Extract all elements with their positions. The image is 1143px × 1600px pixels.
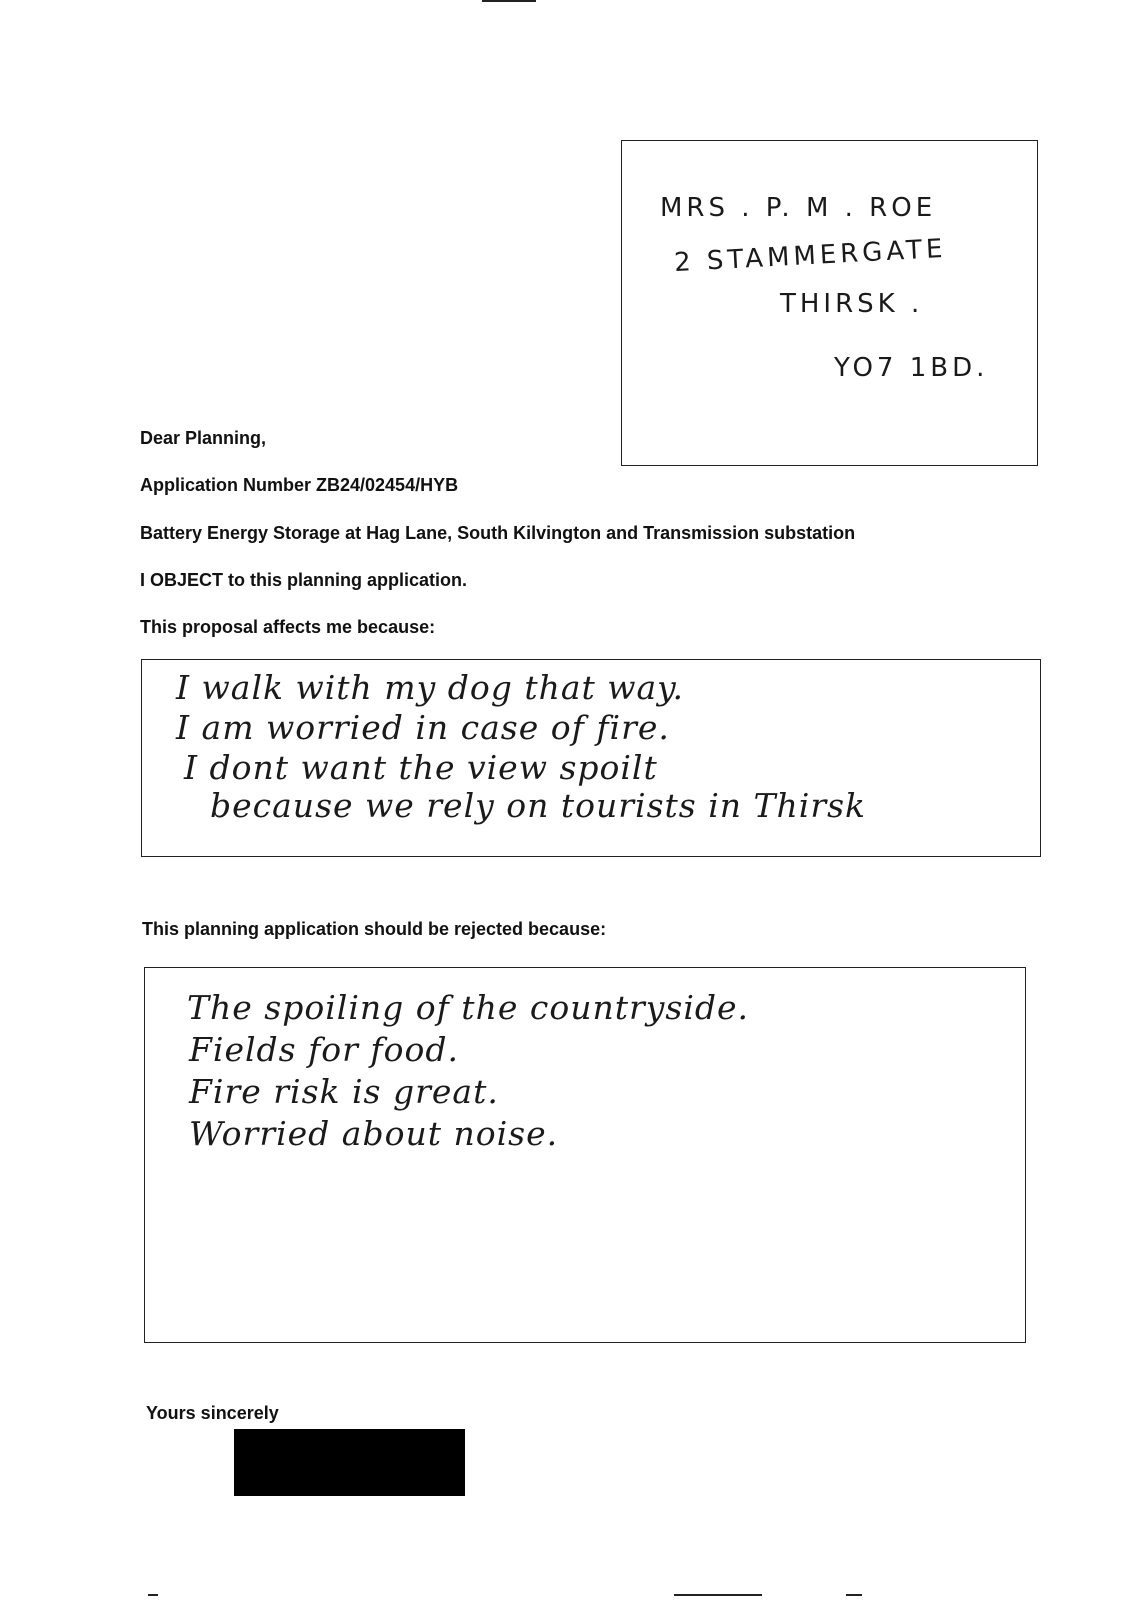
address-box [621,140,1038,466]
rejected-line-3: Fire risk is great. [189,1072,499,1111]
address-street: 2 STAMMERGATE [673,233,948,279]
address-name: MRS . P. M . ROE [660,193,937,223]
rejected-box [144,967,1026,1343]
address-town: THIRSK . [780,289,924,319]
scan-mark-bottom-right [846,1594,862,1596]
rejected-line-2: Fields for food. [189,1030,459,1069]
salutation: Dear Planning, [140,428,267,448]
scan-mark-bottom-center [674,1594,762,1596]
affects-line-4: because we rely on tourists in Thirsk [210,786,867,825]
affects-line-3: I dont want the view spoilt [184,748,658,787]
address-postcode: YO7 1BD. [834,353,989,383]
closing: Yours sincerely [146,1403,279,1423]
objection-statement: I OBJECT to this planning application. [140,570,468,590]
scan-mark-top [482,0,536,2]
redacted-signature [234,1429,465,1496]
rejected-line-1: The spoiling of the countryside. [187,988,750,1027]
affects-heading: This proposal affects me because: [140,617,436,637]
scan-mark-bottom-left [148,1594,158,1596]
application-title: Battery Energy Storage at Hag Lane, South Kilvington and Transmission substation [140,523,856,543]
application-number: Application Number ZB24/02454/HYB [140,475,459,495]
affects-box [141,659,1041,857]
affects-line-1: I walk with my dog that way. [176,668,684,707]
affects-line-2: I am worried in case of fire. [176,708,670,747]
rejected-heading: This planning application should be rejected because: [142,919,607,939]
rejected-line-4: Worried about noise. [189,1114,559,1153]
